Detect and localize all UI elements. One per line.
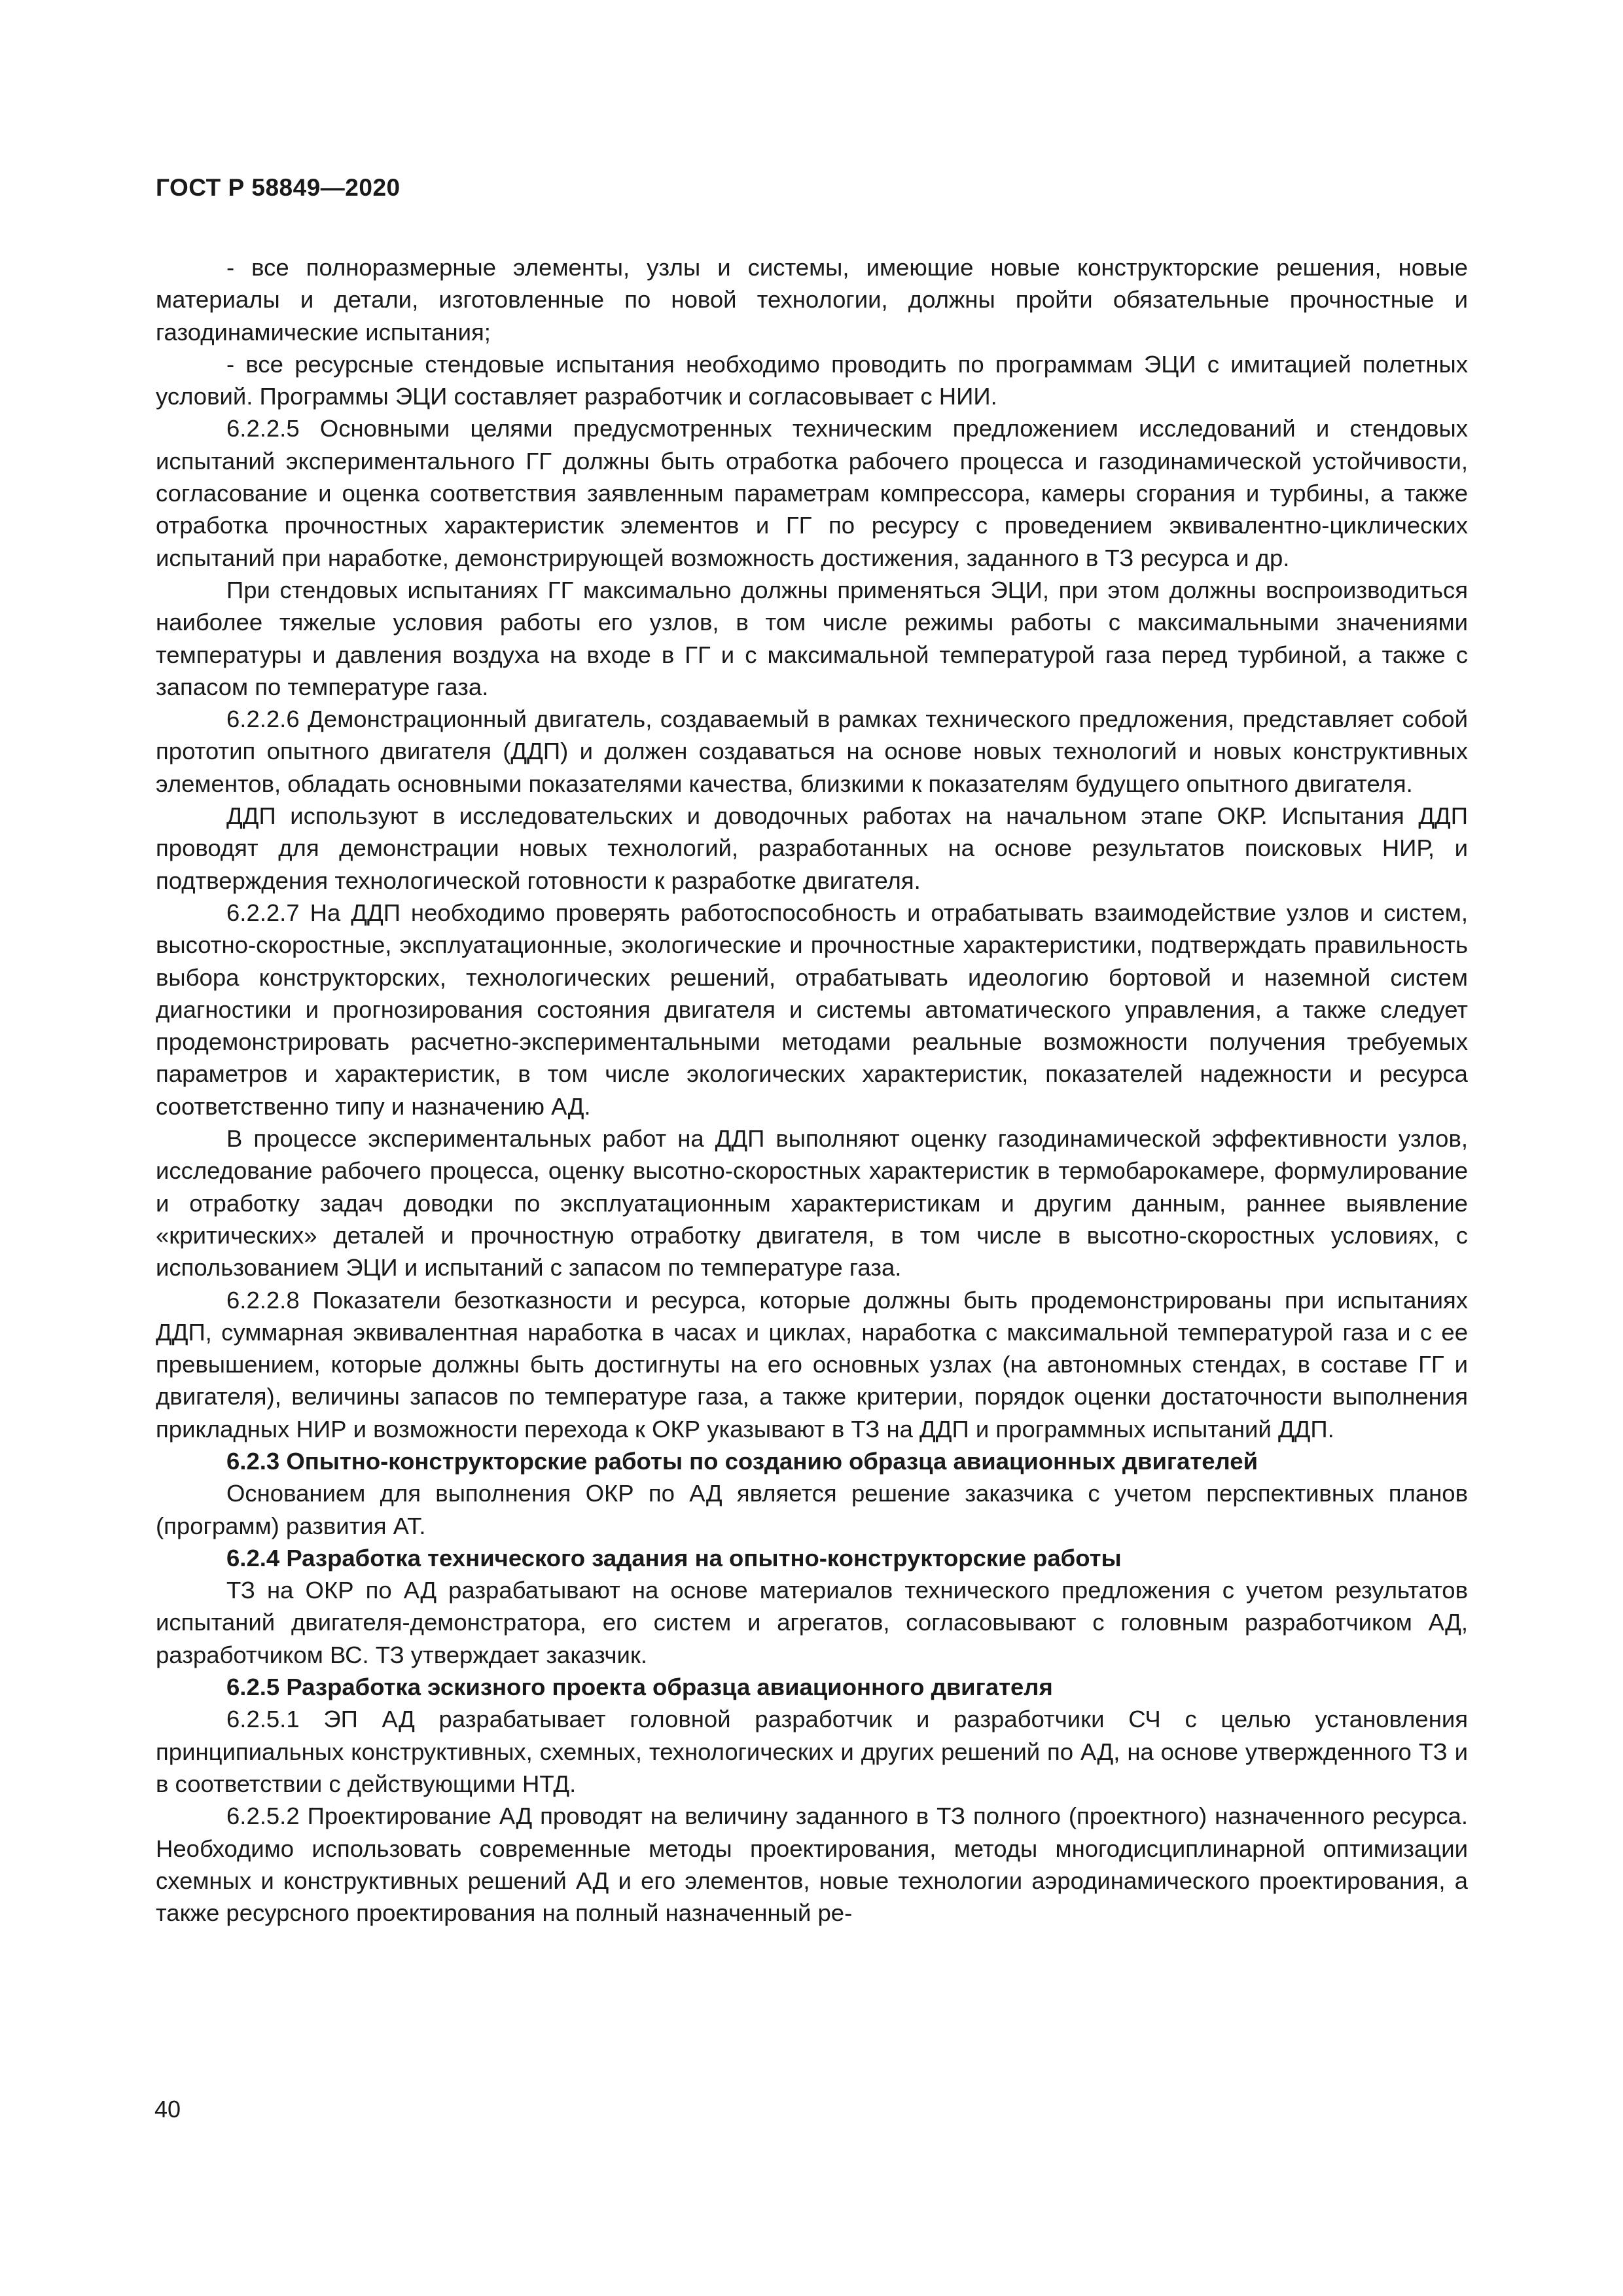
- paragraph: При стендовых испытаниях ГГ максимально должны применяться ЭЦИ, при этом должны воспроизводиться наиболее тяжелые условия работы его узлов, в том числе режимы работы с максимальными значениями температуры и давления воздуха на входе в ГГ и с максимальной температурой газа перед турбиной, а также с запасом по температуре газа.: [156, 576, 1468, 700]
- paragraph: ТЗ на ОКР по АД разрабатывают на основе материалов технического предложения с учетом результатов испытаний двигателя-демонстратора, его систем и агрегатов, согласовывают с головным разработчиком АД, разработчиком ВС. ТЗ утверждает заказчик.: [156, 1577, 1468, 1668]
- paragraph: Основанием для выполнения ОКР по АД является решение заказчика с учетом перспективных планов (программ) развития АТ.: [156, 1480, 1468, 1539]
- paragraph: ДДП используют в исследовательских и доводочных работах на начальном этапе ОКР. Испытания ДДП проводят для демонстрации новых технологий, разработанных на основе результатов поисковых НИР, и подтверждения технологической готовности к разработке двигателя.: [156, 802, 1468, 894]
- paragraph: В процессе экспериментальных работ на ДДП выполняют оценку газодинамической эффективности узлов, исследование рабочего процесса, оценку высотно-скоростных характеристик в термобарокамере, формулирование и отработку задач доводки по эксплуатационным характеристикам и другим данным, раннее выявление «критических» деталей и прочностную отработку двигателя, в том числе в высотно-скоростных условиях, с использованием ЭЦИ и испытаний с запасом по температуре газа.: [156, 1125, 1468, 1282]
- paragraph: 6.2.2.7 На ДДП необходимо проверять работоспособность и отрабатывать взаимодействие узлов и систем, высотно-скоростные, эксплуатационные, экологические и прочностные характеристики, подтверждать правильность выбора конструкторских, технологических решений, отрабатывать идеологию бортовой и наземной систем диагностики и прогнозирования состояния двигателя и системы автоматического управления, а также следует продемонстрировать расчетно-экспериментальными методами реальные возможности получения требуемых параметров и характеристик, в том числе экологических характеристик, показателей надежности и ресурса соответственно типу и назначению АД.: [156, 899, 1468, 1120]
- paragraph: - все полноразмерные элементы, узлы и системы, имеющие новые конструкторские решения, новые материалы и детали, изготовленные по новой технологии, должны пройти обязательные прочностные и газодинамические испытания;: [156, 254, 1468, 346]
- standard-code-header: ГОСТ Р 58849—2020: [156, 174, 401, 201]
- section-heading-6-2-4: 6.2.4 Разработка технического задания на опытно-конструкторские работы: [226, 1544, 1122, 1571]
- paragraph: 6.2.2.5 Основными целями предусмотренных техническим предложением исследований и стендовых испытаний экспериментального ГГ должны быть отработка рабочего процесса и газодинамической устойчивости, согласование и оценка соответствия заявленным параметрам компрессора, камеры сгорания и турбины, а также отработка прочностных характеристик элементов и ГГ по ресурсу с проведением эквивалентно-циклических испытаний при наработке, демонстрирующей возможность достижения, заданного в ТЗ ресурса и др.: [156, 415, 1468, 571]
- paragraph: - все ресурсные стендовые испытания необходимо проводить по программам ЭЦИ с имитацией полетных условий. Программы ЭЦИ составляет разработчик и согласовывает с НИИ.: [156, 350, 1468, 410]
- document-body: [156, 251, 1468, 1929]
- paragraph: 6.2.5.1 ЭП АД разрабатывает головной разработчик и разработчики СЧ с целью установления принципиальных конструктивных, схемных, технологических и других решений по АД, на основе утвержденного ТЗ и в соответствии с действующими НТД.: [156, 1706, 1468, 1797]
- paragraph: 6.2.2.6 Демонстрационный двигатель, создаваемый в рамках технического предложения, представляет собой прототип опытного двигателя (ДДП) и должен создаваться на основе новых технологий и новых конструктивных элементов, обладать основными показателями качества, близкими к показателям будущего опытного двигателя.: [156, 706, 1468, 797]
- section-heading-6-2-5: 6.2.5 Разработка эскизного проекта образца авиационного двигателя: [226, 1674, 1053, 1701]
- paragraph: 6.2.2.8 Показатели безотказности и ресурса, которые должны быть продемонстрированы при испытаниях ДДП, суммарная эквивалентная наработка в часах и циклах, наработка с максимальной температурой газа и с ее превышением, которые должны быть достигнуты на его основных узлах (на автономных стендах, в составе ГГ и двигателя), величины запасов по температуре газа, а также критерии, порядок оценки достаточности выполнения прикладных НИР и возможности перехода к ОКР указывают в ТЗ на ДДП и программных испытаний ДДП.: [156, 1286, 1468, 1443]
- page-number: 40: [154, 2096, 181, 2123]
- section-heading-6-2-3: 6.2.3 Опытно-конструкторские работы по созданию образца авиационных двигателей: [226, 1447, 1258, 1475]
- paragraph: 6.2.5.2 Проектирование АД проводят на величину заданного в ТЗ полного (проектного) назначенного ресурса. Необходимо использовать современные методы проектирования, методы многодисциплинарной оптимизации схемных и конструктивных решений АД и его элементов, новые технологии аэродинамического проектирования, а также ресурсного проектирования на полный назначенный ре-: [156, 1803, 1468, 1927]
